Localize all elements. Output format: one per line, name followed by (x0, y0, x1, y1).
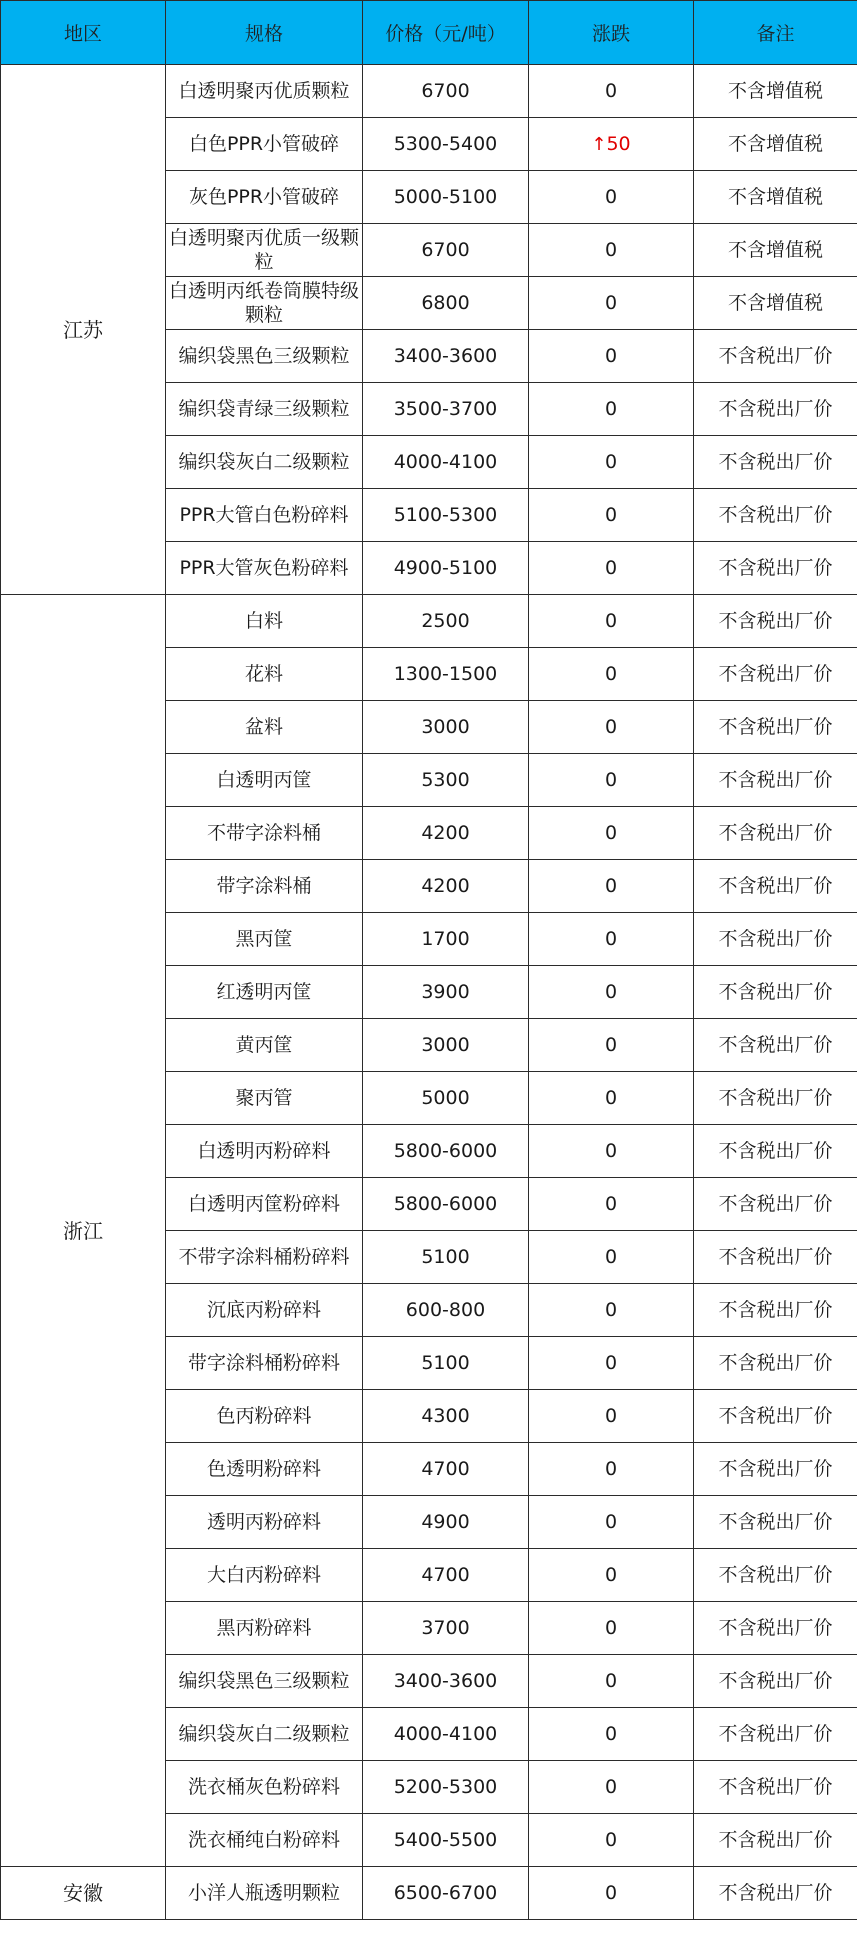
note-cell: 不含增值税 (694, 277, 857, 330)
price-cell: 5000-5100 (363, 171, 529, 224)
note-cell: 不含税出厂价 (694, 383, 857, 436)
price-cell: 4000-4100 (363, 436, 529, 489)
price-cell: 4300 (363, 1390, 529, 1443)
change-cell: 0 (529, 277, 694, 330)
spec-cell: 黄丙筐 (166, 1019, 363, 1072)
change-cell: 0 (529, 1390, 694, 1443)
spec-cell: 黑丙粉碎料 (166, 1602, 363, 1655)
spec-cell: 编织袋黑色三级颗粒 (166, 1655, 363, 1708)
change-cell: 0 (529, 542, 694, 595)
note-cell: 不含税出厂价 (694, 1814, 857, 1867)
header-note: 备注 (694, 1, 857, 65)
table-row (1, 1867, 857, 1920)
note-cell: 不含税出厂价 (694, 1443, 857, 1496)
spec-cell: 红透明丙筐 (166, 966, 363, 1019)
arrow-up-icon: ↑ (591, 133, 607, 155)
spec-cell: 沉底丙粉碎料 (166, 1284, 363, 1337)
change-cell: 0 (529, 489, 694, 542)
spec-cell: 不带字涂料桶粉碎料 (166, 1231, 363, 1284)
spec-cell: 大白丙粉碎料 (166, 1549, 363, 1602)
change-cell: 0 (529, 1602, 694, 1655)
change-cell: 0 (529, 1019, 694, 1072)
spec-cell: 小洋人瓶透明颗粒 (166, 1867, 363, 1920)
spec-cell: 透明丙粉碎料 (166, 1496, 363, 1549)
spec-cell: 白色PPR小管破碎 (166, 118, 363, 171)
price-cell: 6700 (363, 224, 529, 277)
price-cell: 5300-5400 (363, 118, 529, 171)
spec-cell: 白透明丙筐粉碎料 (166, 1178, 363, 1231)
region-cell: 浙江 (1, 595, 166, 1867)
price-cell: 600-800 (363, 1284, 529, 1337)
change-cell: 0 (529, 1284, 694, 1337)
note-cell: 不含税出厂价 (694, 1708, 857, 1761)
change-cell (529, 118, 694, 171)
price-cell: 5100-5300 (363, 489, 529, 542)
price-cell: 4700 (363, 1549, 529, 1602)
table-row (1, 595, 857, 648)
spec-cell: 白透明丙粉碎料 (166, 1125, 363, 1178)
header-spec: 规格 (166, 1, 363, 65)
change-cell: 0 (529, 966, 694, 1019)
price-cell: 3400-3600 (363, 1655, 529, 1708)
price-cell: 3900 (363, 966, 529, 1019)
table-body (1, 65, 857, 1920)
price-cell: 5400-5500 (363, 1814, 529, 1867)
spec-cell: 盆料 (166, 701, 363, 754)
price-cell: 6700 (363, 65, 529, 118)
price-cell: 1300-1500 (363, 648, 529, 701)
price-cell: 3500-3700 (363, 383, 529, 436)
note-cell: 不含税出厂价 (694, 1496, 857, 1549)
note-cell: 不含税出厂价 (694, 1231, 857, 1284)
price-cell: 4700 (363, 1443, 529, 1496)
region-cell: 安徽 (1, 1867, 166, 1920)
header-change: 涨跌 (529, 1, 694, 65)
price-cell: 3400-3600 (363, 330, 529, 383)
price-cell: 4200 (363, 860, 529, 913)
change-cell: 0 (529, 1814, 694, 1867)
change-cell: 0 (529, 1708, 694, 1761)
table-row (1, 65, 857, 118)
spec-cell: 编织袋青绿三级颗粒 (166, 383, 363, 436)
region-cell: 江苏 (1, 65, 166, 595)
header-region: 地区 (1, 1, 166, 65)
change-cell: 0 (529, 65, 694, 118)
spec-cell: 洗衣桶纯白粉碎料 (166, 1814, 363, 1867)
change-cell: 0 (529, 701, 694, 754)
change-cell: 0 (529, 913, 694, 966)
change-cell: 0 (529, 1231, 694, 1284)
change-cell: 0 (529, 1072, 694, 1125)
spec-cell: 聚丙管 (166, 1072, 363, 1125)
change-cell: 0 (529, 1549, 694, 1602)
price-cell: 6800 (363, 277, 529, 330)
price-cell: 3000 (363, 1019, 529, 1072)
note-cell: 不含税出厂价 (694, 1072, 857, 1125)
price-cell: 5800-6000 (363, 1178, 529, 1231)
change-cell: 0 (529, 171, 694, 224)
note-cell: 不含税出厂价 (694, 1125, 857, 1178)
spec-cell: 黑丙筐 (166, 913, 363, 966)
change-cell: 0 (529, 754, 694, 807)
spec-cell: 白透明聚丙优质一级颗粒 (166, 224, 363, 277)
price-cell: 6500-6700 (363, 1867, 529, 1920)
note-cell: 不含税出厂价 (694, 966, 857, 1019)
spec-cell: 白透明丙纸卷筒膜特级颗粒 (166, 277, 363, 330)
note-cell: 不含税出厂价 (694, 595, 857, 648)
spec-cell: 花料 (166, 648, 363, 701)
price-cell: 5000 (363, 1072, 529, 1125)
change-cell: 0 (529, 436, 694, 489)
header-row (1, 1, 857, 65)
price-cell: 5300 (363, 754, 529, 807)
change-cell: 0 (529, 1178, 694, 1231)
change-cell: 0 (529, 1761, 694, 1814)
note-cell: 不含税出厂价 (694, 542, 857, 595)
note-cell: 不含税出厂价 (694, 1178, 857, 1231)
price-cell: 4900-5100 (363, 542, 529, 595)
spec-cell: 不带字涂料桶 (166, 807, 363, 860)
spec-cell: 灰色PPR小管破碎 (166, 171, 363, 224)
change-value: 50 (606, 132, 631, 155)
change-cell: 0 (529, 595, 694, 648)
note-cell: 不含税出厂价 (694, 807, 857, 860)
change-cell: 0 (529, 1125, 694, 1178)
price-cell: 4000-4100 (363, 1708, 529, 1761)
note-cell: 不含税出厂价 (694, 1390, 857, 1443)
price-cell: 5100 (363, 1337, 529, 1390)
note-cell: 不含税出厂价 (694, 1602, 857, 1655)
spec-cell: 编织袋灰白二级颗粒 (166, 1708, 363, 1761)
spec-cell: 带字涂料桶 (166, 860, 363, 913)
spec-cell: 白料 (166, 595, 363, 648)
change-cell: 0 (529, 1867, 694, 1920)
spec-cell: 编织袋灰白二级颗粒 (166, 436, 363, 489)
note-cell: 不含税出厂价 (694, 648, 857, 701)
price-cell: 4200 (363, 807, 529, 860)
spec-cell: 洗衣桶灰色粉碎料 (166, 1761, 363, 1814)
spec-cell: PPR大管灰色粉碎料 (166, 542, 363, 595)
change-cell: 0 (529, 383, 694, 436)
note-cell: 不含增值税 (694, 118, 857, 171)
note-cell: 不含税出厂价 (694, 1019, 857, 1072)
change-cell: 0 (529, 330, 694, 383)
spec-cell: 色透明粉碎料 (166, 1443, 363, 1496)
note-cell: 不含税出厂价 (694, 1867, 857, 1920)
price-cell: 5100 (363, 1231, 529, 1284)
price-cell: 4900 (363, 1496, 529, 1549)
note-cell: 不含增值税 (694, 171, 857, 224)
note-cell: 不含税出厂价 (694, 330, 857, 383)
spec-cell: PPR大管白色粉碎料 (166, 489, 363, 542)
note-cell: 不含税出厂价 (694, 1337, 857, 1390)
price-cell: 5800-6000 (363, 1125, 529, 1178)
change-cell: 0 (529, 648, 694, 701)
note-cell: 不含税出厂价 (694, 913, 857, 966)
spec-cell: 色丙粉碎料 (166, 1390, 363, 1443)
price-cell: 1700 (363, 913, 529, 966)
change-cell: 0 (529, 807, 694, 860)
note-cell: 不含税出厂价 (694, 1655, 857, 1708)
note-cell: 不含增值税 (694, 65, 857, 118)
price-cell: 3000 (363, 701, 529, 754)
change-cell: 0 (529, 224, 694, 277)
note-cell: 不含税出厂价 (694, 1284, 857, 1337)
change-cell: 0 (529, 1655, 694, 1708)
note-cell: 不含税出厂价 (694, 1761, 857, 1814)
spec-cell: 编织袋黑色三级颗粒 (166, 330, 363, 383)
price-cell: 5200-5300 (363, 1761, 529, 1814)
price-cell: 3700 (363, 1602, 529, 1655)
change-cell: 0 (529, 860, 694, 913)
note-cell: 不含税出厂价 (694, 701, 857, 754)
spec-cell: 白透明聚丙优质颗粒 (166, 65, 363, 118)
note-cell: 不含税出厂价 (694, 489, 857, 542)
change-cell: 0 (529, 1496, 694, 1549)
price-cell: 2500 (363, 595, 529, 648)
note-cell: 不含增值税 (694, 224, 857, 277)
note-cell: 不含税出厂价 (694, 1549, 857, 1602)
note-cell: 不含税出厂价 (694, 436, 857, 489)
header-price: 价格（元/吨） (363, 1, 529, 65)
change-cell: 0 (529, 1443, 694, 1496)
note-cell: 不含税出厂价 (694, 860, 857, 913)
spec-cell: 带字涂料桶粉碎料 (166, 1337, 363, 1390)
change-cell: 0 (529, 1337, 694, 1390)
spec-cell: 白透明丙筐 (166, 754, 363, 807)
note-cell: 不含税出厂价 (694, 754, 857, 807)
